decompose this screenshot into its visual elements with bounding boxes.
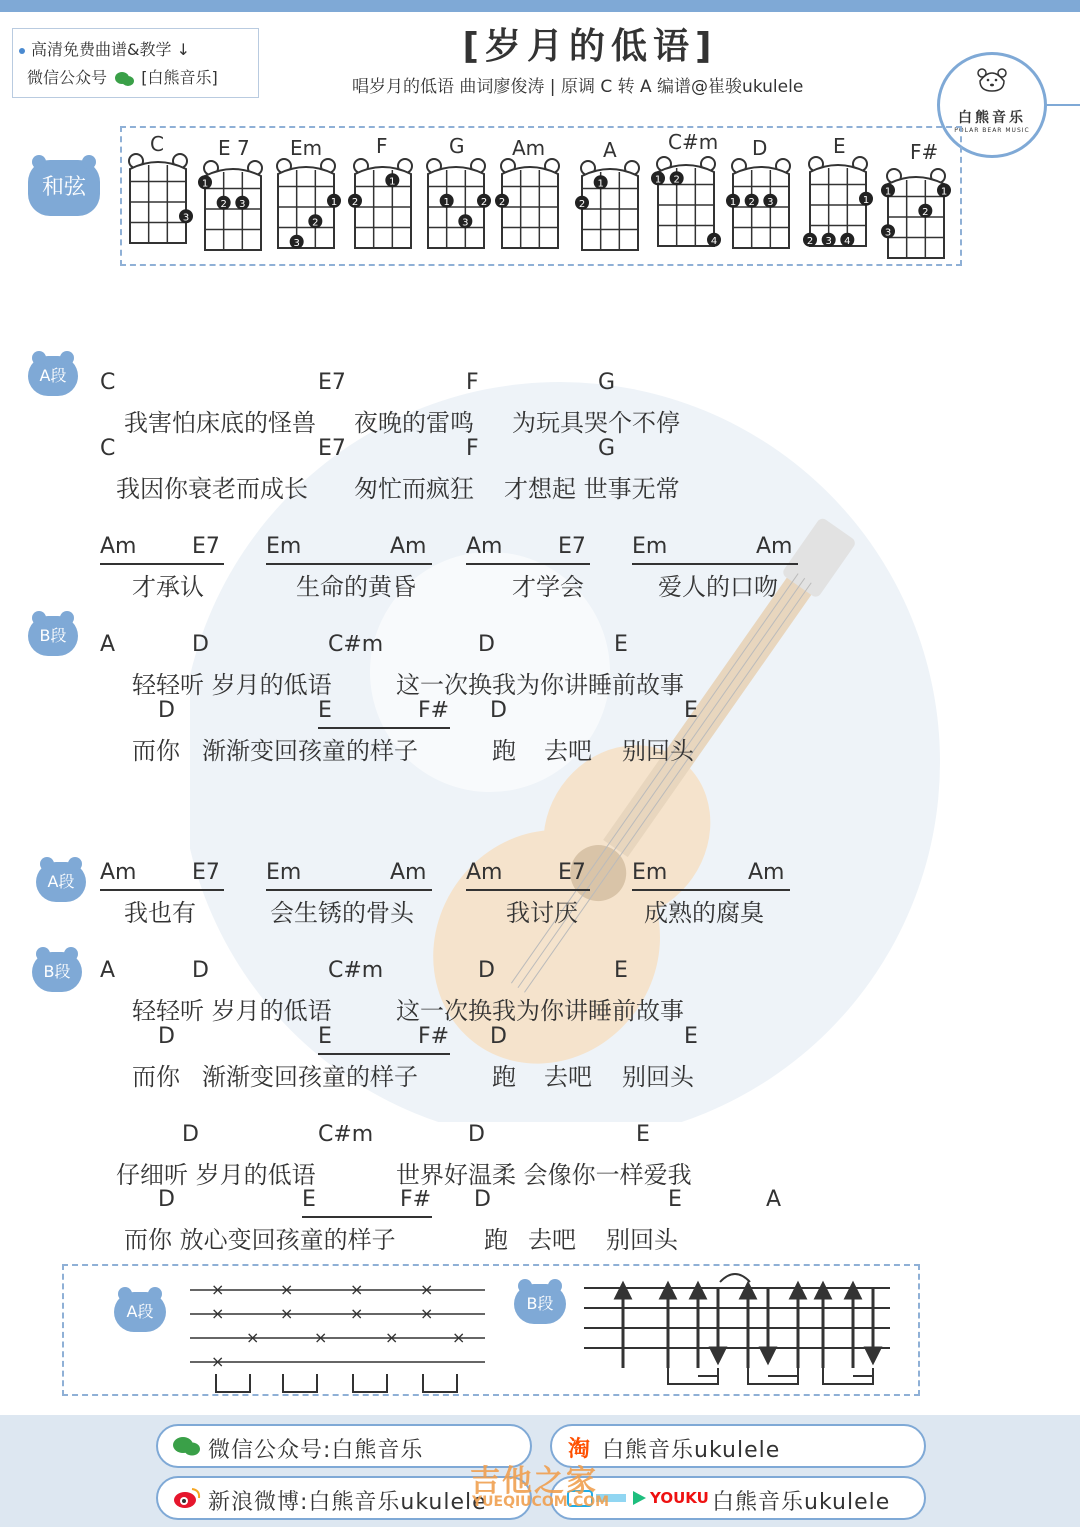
- lyric-text: 别回头: [606, 1226, 678, 1254]
- weibo-icon: [172, 1486, 202, 1510]
- chord-underline: [100, 563, 224, 565]
- lyric-text: 爱人的口吻: [658, 573, 778, 601]
- chord-symbol: E7: [318, 436, 346, 461]
- chord-underline: [318, 1053, 450, 1055]
- svg-text:1: 1: [389, 176, 396, 188]
- chord-symbol: A: [766, 1187, 782, 1212]
- lyric-text: 世界好温柔 会像你一样爱我: [396, 1161, 692, 1189]
- chord-symbol: F#: [418, 698, 450, 723]
- footer-taobao-text: 白熊音乐ukulele: [602, 1438, 781, 1463]
- lyric-text: 会生锈的骨头: [270, 899, 414, 927]
- svg-text:2: 2: [748, 196, 755, 208]
- lyric-text: 我讨厌: [506, 899, 578, 927]
- chord-symbol: E7: [558, 534, 586, 559]
- chord-symbol: G: [598, 370, 616, 395]
- svg-text:2: 2: [806, 235, 814, 247]
- section-badge-a-2: A段: [36, 862, 86, 902]
- svg-text:×: ×: [420, 1304, 434, 1323]
- youku-logo: YOUKU: [650, 1489, 709, 1507]
- promo-line-2-account: [白熊音乐]: [141, 68, 218, 87]
- chord-symbol: Em: [266, 534, 302, 559]
- chord-name-label: E 7: [218, 136, 250, 160]
- svg-text:×: ×: [280, 1304, 294, 1323]
- svg-text:×: ×: [420, 1280, 434, 1299]
- chord-underline: [632, 889, 790, 891]
- chord-diagram-2: [198, 161, 262, 250]
- lyric-text: 成熟的腐臭: [644, 899, 764, 927]
- lyric-text: 跑: [484, 1226, 508, 1254]
- lyric-text: 而你: [132, 737, 180, 765]
- svg-text:×: ×: [211, 1280, 225, 1299]
- svg-text:×: ×: [211, 1352, 225, 1371]
- svg-text:1: 1: [729, 196, 737, 208]
- logo-name: 白熊音乐: [958, 110, 1026, 126]
- chord-symbol: D: [192, 632, 209, 657]
- chord-symbol: F: [466, 370, 479, 395]
- lyric-text: 夜晚的雷鸣: [354, 409, 474, 437]
- svg-text:1: 1: [940, 186, 948, 198]
- watermark: 吉他之家: [470, 1464, 598, 1499]
- chord-symbol: F#: [418, 1024, 450, 1049]
- lyric-text: 轻轻听 岁月的低语: [132, 671, 332, 699]
- svg-text:2: 2: [922, 206, 929, 218]
- chord-underline: [266, 889, 432, 891]
- lyric-text: 才承认: [132, 573, 204, 601]
- svg-text:×: ×: [452, 1328, 466, 1347]
- chord-symbol: C: [100, 370, 116, 395]
- svg-text:3: 3: [825, 235, 832, 247]
- chord-symbol: D: [158, 1024, 175, 1049]
- chord-symbol: C#m: [328, 958, 384, 983]
- chord-symbol: F#: [400, 1187, 432, 1212]
- svg-text:×: ×: [350, 1304, 364, 1323]
- chord-symbol: D: [468, 1122, 485, 1147]
- chords-badge: 和弦: [28, 160, 100, 216]
- section-badge-b-2: B段: [32, 952, 82, 992]
- chord-symbol: E: [614, 632, 628, 657]
- chord-diagram-10: [803, 157, 873, 247]
- chord-symbol: C#m: [318, 1122, 374, 1147]
- chord-underline: [266, 563, 432, 565]
- footer-weibo-text: 新浪微博:白熊音乐ukulele: [208, 1490, 487, 1515]
- chord-name-label: A: [603, 138, 617, 162]
- svg-text:2: 2: [220, 198, 227, 210]
- wechat-icon: [114, 71, 134, 87]
- chord-symbol: E: [614, 958, 628, 983]
- lyric-text: 去吧: [544, 737, 592, 765]
- chord-symbol: Am: [748, 860, 785, 885]
- promo-line-2: 微信公众号: [27, 68, 108, 87]
- svg-text:3: 3: [767, 196, 774, 208]
- promo-box: [12, 28, 259, 98]
- strum-pattern-tab: [580, 1268, 900, 1392]
- chord-symbol: E: [318, 698, 332, 723]
- strum-badge-a: A段: [114, 1292, 166, 1332]
- chord-symbol: D: [478, 632, 495, 657]
- svg-text:1: 1: [201, 178, 209, 190]
- chord-diagram-8: [651, 157, 721, 247]
- chord-diagram-5: [427, 159, 491, 248]
- chord-symbol: E7: [558, 860, 586, 885]
- chord-symbol: Am: [466, 860, 503, 885]
- svg-text:2: 2: [312, 217, 319, 229]
- chord-symbol: A: [100, 632, 116, 657]
- chord-name-label: G: [449, 134, 465, 158]
- lyric-text: 这一次换我为你讲睡前故事: [396, 671, 684, 699]
- lyric-text: 跑: [492, 737, 516, 765]
- svg-text:×: ×: [246, 1328, 260, 1347]
- chord-name-label: Em: [290, 136, 323, 160]
- chord-symbol: Am: [390, 534, 427, 559]
- lyric-text: 我因你衰老而成长: [116, 475, 308, 503]
- chord-symbol: Em: [632, 860, 668, 885]
- chord-diagram-4: [348, 159, 412, 248]
- svg-text:4: 4: [844, 235, 851, 247]
- chord-symbol: C#m: [328, 632, 384, 657]
- watermark-url: YUEQIUCOM.COM: [472, 1494, 610, 1510]
- chord-underline: [632, 563, 798, 565]
- chord-name-label: E: [833, 134, 846, 158]
- lyric-text: 生命的黄昏: [296, 573, 416, 601]
- svg-text:×: ×: [280, 1280, 294, 1299]
- lyric-text: 才学会: [512, 573, 584, 601]
- lyric-text: 匆忙而疯狂: [354, 475, 474, 503]
- chord-name-label: F: [376, 134, 388, 158]
- svg-text:1: 1: [597, 178, 604, 190]
- chord-symbol: E7: [192, 534, 220, 559]
- chord-name-label: Am: [512, 136, 546, 160]
- chord-symbol: E: [684, 698, 698, 723]
- lyric-text: 去吧: [544, 1063, 592, 1091]
- chord-symbol: E: [318, 1024, 332, 1049]
- chord-symbol: Em: [632, 534, 668, 559]
- chord-symbol: E: [302, 1187, 316, 1212]
- chord-symbol: Am: [466, 534, 503, 559]
- promo-line-1: 高清免费曲谱&教学 ↓: [31, 40, 190, 59]
- chord-symbol: E: [668, 1187, 682, 1212]
- svg-text:2: 2: [351, 196, 359, 208]
- lyric-text: 而你 放心变回孩童的样子: [124, 1226, 396, 1254]
- lyric-text: 才想起 世事无常: [504, 475, 680, 503]
- chord-symbol: E7: [318, 370, 346, 395]
- wechat-icon: [172, 1435, 202, 1457]
- chord-symbol: D: [158, 1187, 175, 1212]
- taobao-icon: 淘: [568, 1437, 591, 1462]
- svg-text:1: 1: [884, 186, 892, 198]
- picking-pattern-tab: [180, 1276, 500, 1398]
- chord-symbol: Em: [266, 860, 302, 885]
- song-title: [岁月的低语]: [462, 26, 718, 67]
- song-subtitle: 唱岁月的低语 曲词廖俊涛 | 原调 C 转 A 编谱@崔骏ukulele: [352, 77, 804, 97]
- chord-symbol: E7: [192, 860, 220, 885]
- chord-underline: [302, 1216, 432, 1218]
- bullet-icon: [19, 48, 25, 54]
- chord-symbol: C: [100, 436, 116, 461]
- svg-text:3: 3: [293, 237, 300, 249]
- top-bar: [0, 0, 1080, 12]
- svg-text:2: 2: [673, 174, 680, 186]
- svg-text:2: 2: [480, 196, 488, 208]
- lyric-text: 渐渐变回孩童的样子: [202, 1063, 418, 1091]
- chord-diagram-6: [495, 159, 559, 248]
- chord-diagram-3: [277, 159, 341, 249]
- lyric-text: 而你: [132, 1063, 180, 1091]
- logo-english: POLAR BEAR MUSIC: [954, 127, 1030, 134]
- footer-taobao[interactable]: [550, 1424, 926, 1468]
- chord-name-label: F#: [910, 140, 939, 164]
- chord-symbol: D: [478, 958, 495, 983]
- chord-symbol: D: [182, 1122, 199, 1147]
- section-badge-b: B段: [28, 616, 78, 656]
- chord-symbol: Am: [100, 534, 137, 559]
- chord-symbol: D: [474, 1187, 491, 1212]
- svg-text:×: ×: [350, 1280, 364, 1299]
- svg-text:2: 2: [578, 198, 586, 210]
- lyric-text: 轻轻听 岁月的低语: [132, 997, 332, 1025]
- chord-symbol: D: [490, 698, 507, 723]
- chord-name-label: C: [150, 132, 164, 156]
- chord-symbol: Am: [100, 860, 137, 885]
- chord-name-label: D: [752, 136, 768, 160]
- section-badge-a: A段: [28, 356, 78, 396]
- svg-text:×: ×: [211, 1304, 225, 1323]
- chord-diagram-7: [575, 161, 639, 250]
- chord-symbol: Am: [756, 534, 793, 559]
- lyric-text: 我也有: [124, 899, 196, 927]
- svg-text:1: 1: [443, 196, 450, 208]
- lyric-text: 渐渐变回孩童的样子: [202, 737, 418, 765]
- chord-underline: [318, 727, 450, 729]
- lyric-text: 别回头: [622, 737, 694, 765]
- chord-symbol: D: [192, 958, 209, 983]
- chord-underline: [100, 889, 224, 891]
- lyric-text: 这一次换我为你讲睡前故事: [396, 997, 684, 1025]
- lyric-text: 为玩具哭个不停: [512, 409, 680, 437]
- lyric-text: 仔细听 岁月的低语: [116, 1161, 316, 1189]
- svg-text:1: 1: [654, 174, 662, 186]
- svg-text:4: 4: [710, 235, 718, 247]
- strum-badge-b: B段: [514, 1284, 566, 1324]
- polar-bear-icon: [976, 67, 1008, 93]
- chord-diagram-9: [726, 159, 790, 248]
- lyric-text: 跑: [492, 1063, 516, 1091]
- footer-wechat-text: 微信公众号:白熊音乐: [208, 1438, 424, 1463]
- chord-symbol: E: [636, 1122, 650, 1147]
- lyric-text: 我害怕床底的怪兽: [124, 409, 316, 437]
- chord-symbol: E: [684, 1024, 698, 1049]
- svg-text:×: ×: [314, 1328, 328, 1347]
- chord-diagram-1: [129, 154, 193, 243]
- chord-symbol: Am: [390, 860, 427, 885]
- chord-symbol: F: [466, 436, 479, 461]
- svg-text:1: 1: [330, 196, 338, 208]
- chord-underline: [466, 889, 590, 891]
- footer-youku-text: 白熊音乐ukulele: [712, 1490, 891, 1515]
- chord-name-label: C#m: [668, 130, 719, 154]
- chord-diagram-11: [881, 169, 951, 258]
- svg-text:×: ×: [385, 1328, 399, 1347]
- chord-symbol: D: [490, 1024, 507, 1049]
- youku-play-icon: [630, 1489, 648, 1507]
- chord-symbol: D: [158, 698, 175, 723]
- svg-text:1: 1: [862, 194, 870, 206]
- svg-text:2: 2: [498, 196, 506, 208]
- lyric-text: 别回头: [622, 1063, 694, 1091]
- svg-text:3: 3: [182, 212, 190, 224]
- svg-text:3: 3: [884, 227, 892, 239]
- lyric-text: 去吧: [528, 1226, 576, 1254]
- chord-underline: [466, 563, 590, 565]
- svg-text:3: 3: [239, 198, 246, 210]
- chord-symbol: A: [100, 958, 116, 983]
- chord-symbol: G: [598, 436, 616, 461]
- svg-text:3: 3: [462, 217, 469, 229]
